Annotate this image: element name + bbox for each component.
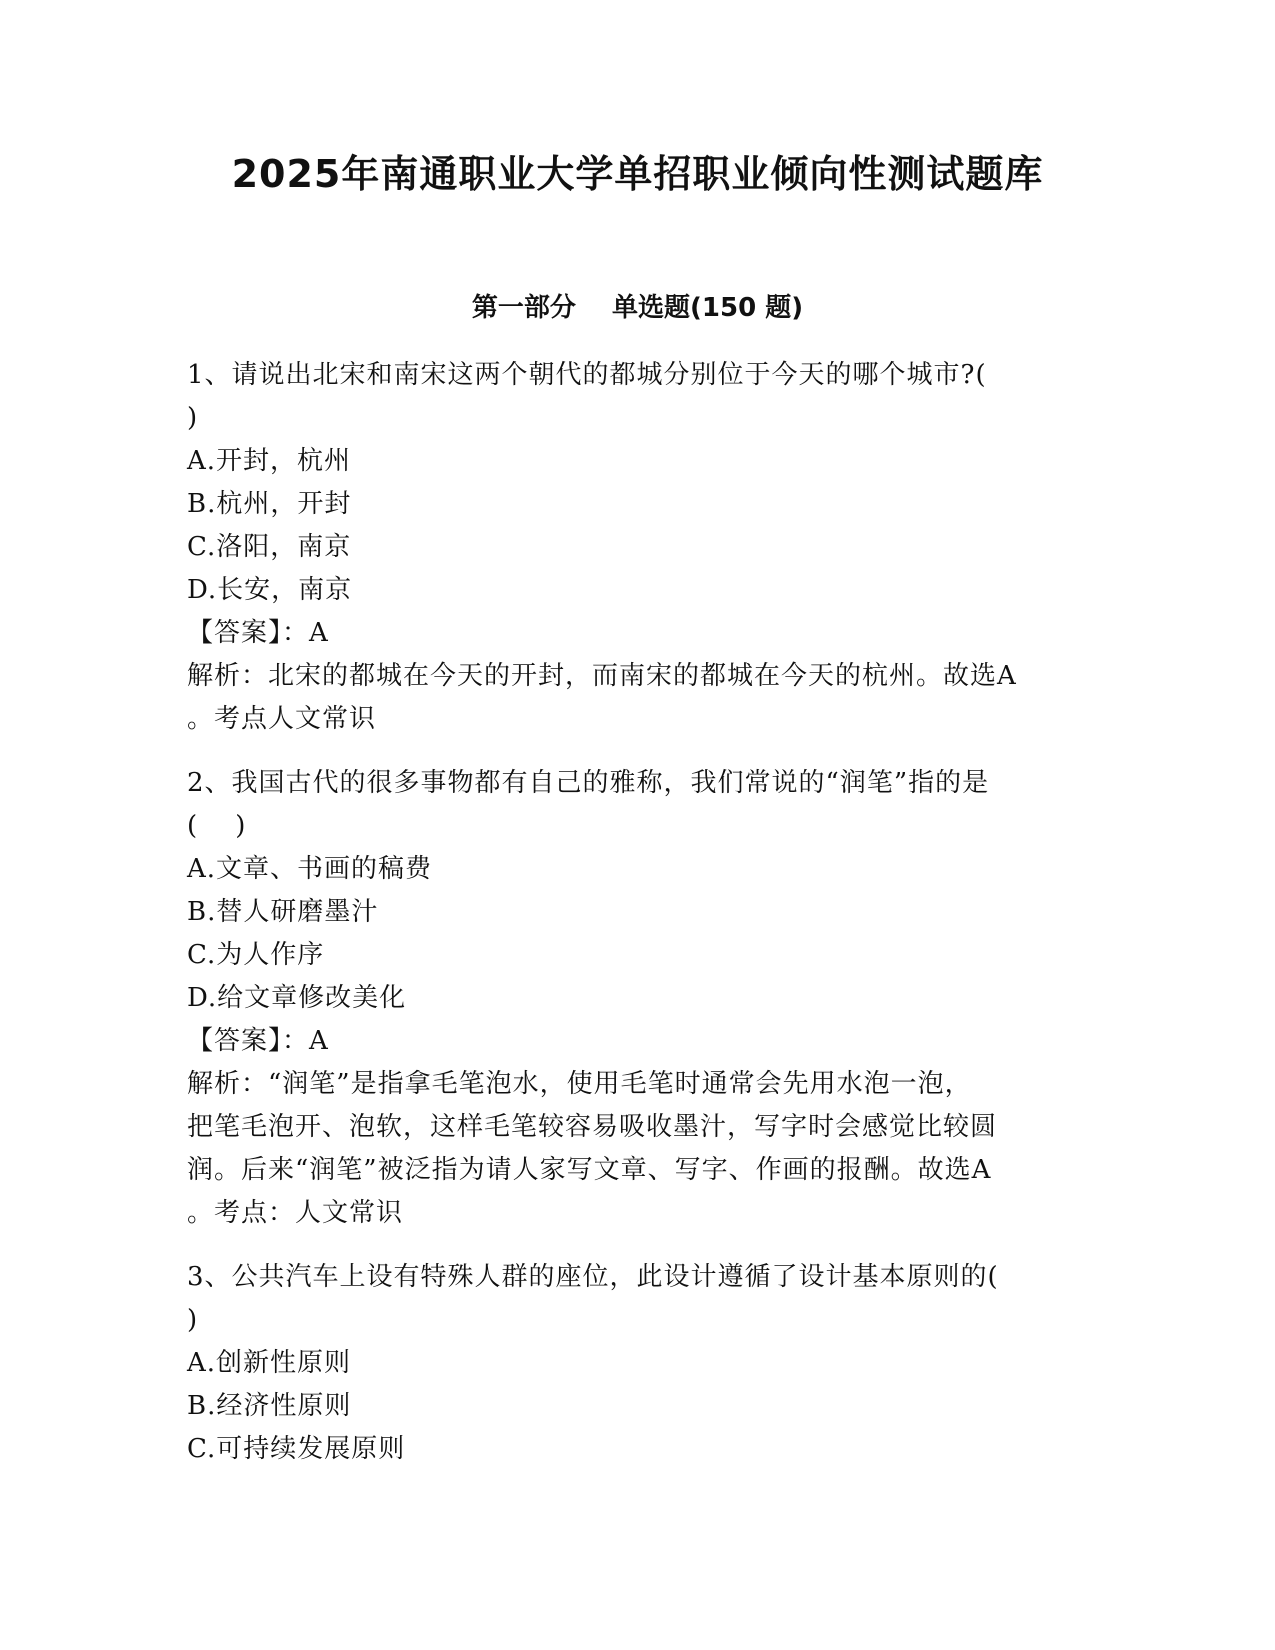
option-a: A.文章、书画的稿费 — [187, 854, 433, 884]
question-stem-continued: ( ) — [187, 811, 247, 841]
option-c: C.可持续发展原则 — [187, 1434, 406, 1464]
question-stem: 2、我国古代的很多事物都有自己的雅称，我们常说的“润笔”指的是 — [187, 768, 990, 798]
option-c: C.洛阳，南京 — [187, 532, 352, 562]
analysis-line: 解析：北宋的都城在今天的开封，而南宋的都城在今天的杭州。故选A — [187, 661, 1017, 691]
answer-line: 【答案】：A — [187, 1026, 329, 1056]
answer-line: 【答案】：A — [187, 618, 329, 648]
option-b: B.杭州，开封 — [187, 489, 352, 519]
question-stem: 1、请说出北宋和南宋这两个朝代的都城分别位于今天的哪个城市?( — [187, 360, 987, 390]
analysis-line: 润。后来“润笔”被泛指为请人家写文章、写字、作画的报酬。故选A — [187, 1155, 992, 1185]
option-b: B.替人研磨墨汁 — [187, 897, 379, 927]
question-list — [187, 354, 1087, 1492]
analysis-line: 。考点人文常识 — [187, 704, 377, 734]
analysis-line: 把笔毛泡开、泡软，这样毛笔较容易吸收墨汁，写字时会感觉比较圆 — [187, 1112, 998, 1142]
option-d: D.长安，南京 — [187, 575, 353, 605]
question-2 — [187, 762, 1087, 1235]
analysis-line: 解析：“润笔”是指拿毛笔泡水，使用毛笔时通常会先用水泡一泡， — [187, 1069, 972, 1099]
question-stem-continued: ) — [187, 1305, 199, 1335]
analysis-line: 。考点：人文常识 — [187, 1198, 404, 1228]
option-d: D.给文章修改美化 — [187, 983, 407, 1013]
question-1 — [187, 354, 1087, 741]
option-b: B.经济性原则 — [187, 1391, 352, 1421]
question-3 — [187, 1256, 1087, 1471]
question-stem-continued: ) — [187, 403, 199, 433]
question-stem: 3、公共汽车上设有特殊人群的座位，此设计遵循了设计基本原则的( — [187, 1262, 999, 1292]
document-title: 2025年南通职业大学单招职业倾向性测试题库 — [231, 152, 1044, 196]
option-a: A.创新性原则 — [187, 1348, 352, 1378]
option-a: A.开封，杭州 — [187, 446, 352, 476]
section-heading: 第一部分 单选题(150 题) — [471, 293, 804, 323]
option-c: C.为人作序 — [187, 940, 325, 970]
